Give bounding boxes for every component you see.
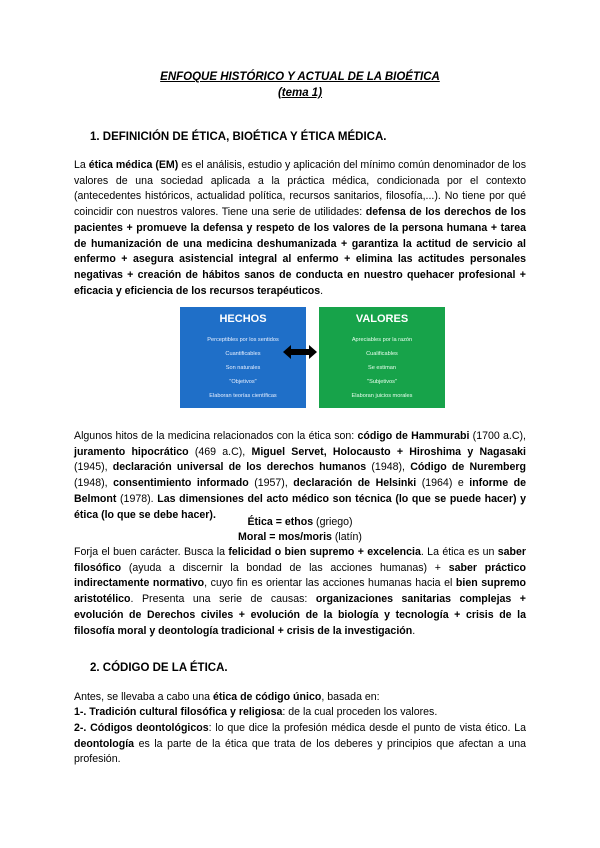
text-run: (1948), [74,477,114,490]
text-run: informe de Belmont [74,477,526,505]
text-run: Miguel Servet, Holocausto + Hiroshima y Nagasaki [251,445,526,458]
hechos-line: Son naturales [225,365,261,371]
text-run: Antes, se llevaba a cabo una [74,691,213,703]
section-2-heading: 2. CÓDIGO DE LA ÉTICA. [90,662,228,674]
text-run: (1700 a.C), [469,430,526,442]
text-run: saber práctico indirectamente normativo [74,561,526,590]
hechos-line: Cuantificables [225,351,261,357]
text-run: . [320,284,324,297]
text-run: declaración universal de los derechos humanos [112,461,367,474]
text-run: bien supremo aristotélico [74,577,526,606]
text-run: (469 a.C), [188,445,252,458]
section-2-item-2 [74,721,526,768]
moral-definition [74,530,526,546]
text-run: 1-. Tradición cultural filosófica y religiosa [74,706,283,718]
text-run: ética médica (EM) [88,159,179,171]
text-run: (1945), [74,461,113,474]
text-run: declaración de Helsinki [293,477,417,490]
hechos-line: Elaboran teorías científicas [209,393,277,399]
valores-line: Cualificables [366,351,398,357]
text-run: juramento hipocrático [74,445,189,458]
hechos-title: HECHOS [219,313,267,325]
text-run: Código de Nuremberg [410,461,526,474]
text-run: (ayuda a discernir la bondad de las acciones humanas) + [121,561,449,574]
valores-title: VALORES [355,313,409,325]
section-1-paragraph-2 [74,429,526,523]
text-run: , basada en: [321,691,380,703]
text-run: Algunos hitos de la medicina relacionados con la ética son: [74,430,358,442]
valores-line: "Subjetivos" [367,379,397,385]
etica-definition [74,515,526,531]
text-run: felicidad o bien supremo + excelencia [228,546,421,558]
valores-line: Apreciables por la razón [351,337,413,343]
text-run: código de Hammurabi [357,430,470,442]
text-run: . La ética es un [420,546,498,558]
text-run: . Presenta una serie de causas: [130,593,316,606]
section-1-paragraph-3 [74,545,526,639]
text-run: consentimiento informado [113,477,249,490]
text-run: (1948), [366,461,411,474]
text-run: (1957), [248,477,294,490]
text-run: ética de código único [213,691,322,703]
text-run: . [412,624,416,637]
text-run: : lo que dice la profesión médica desde el punto de vista ético. La [208,722,527,734]
text-run: Ética = ethos [247,516,314,528]
text-run: (1978). [116,492,158,505]
text-run: (griego) [313,516,353,528]
text-run: deontología [74,737,135,750]
text-run: (latín) [331,531,362,543]
double-arrow-icon [283,345,317,359]
text-run: La [74,159,89,171]
text-run: defensa de los derechos de los pacientes + promueve la defensa y respeto de los valores de la persona humana + tarea de humanización de una medicina deshumanizada + garantiza la actitud de servicio al enfermo + asegura asistencial integral al enfermo + elimina las actitudes personales negativas + creación de hábitos sanos de conducta en nuestro quehacer profesional + eficacia y eficiencia de los recursos terapéuticos [74,206,526,297]
text-run: es el análisis, estudio y aplicación del mínimo común denominador de los valores de una sociedad aplicada a la práctica médica, condicionada por el contexto (antecedentes históricos, actualidad política, recursos sanitarios, filosofía,...). No tiene por qué coincidir con nuestros valores. Tiene una serie de utilidades: [74,159,526,219]
text-run: es la parte de la ética que trata de los deberes y principios que afectan a una profesión. [74,737,526,766]
section-2-paragraph-1 [74,690,526,706]
text-run: : de la cual proceden los valores. [282,706,438,718]
text-run: Moral = mos/moris [238,531,332,543]
document-title: ENFOQUE HISTÓRICO Y ACTUAL DE LA BIOÉTICA [160,71,440,83]
document-subtitle: (tema 1) [277,87,323,99]
section-2-item-1 [74,705,526,721]
valores-line: Elaboran juicios morales [351,393,413,399]
text-run: Las dimensiones del acto médico son técnica (lo que se puede hacer) y ética (lo que se debe hacer). [74,492,527,521]
text-run: Forja el buen carácter. Busca la [74,546,229,558]
valores-box [319,307,445,408]
hechos-line: Perceptibles por los sentidos [207,337,279,343]
hechos-line: "Objetivos" [229,379,257,385]
text-run: organizaciones sanitarias complejas + evolución de Derechos civiles + evolución de la biología y tecnología + crisis de la filosofía moral y deontología tradicional + crisis de la investigación [74,593,526,637]
text-run: 2-. Códigos deontológicos [74,722,209,734]
text-run: (1964) e [416,477,470,490]
section-1-paragraph-1 [74,158,526,299]
text-run: , cuyo fin es orientar las acciones humanas hacia el [204,577,456,590]
section-1-heading: 1. DEFINICIÓN DE ÉTICA, BIOÉTICA Y ÉTICA MÉDICA. [90,131,387,143]
text-run: saber filosófico [74,546,527,574]
valores-line: Se estiman [368,365,396,371]
